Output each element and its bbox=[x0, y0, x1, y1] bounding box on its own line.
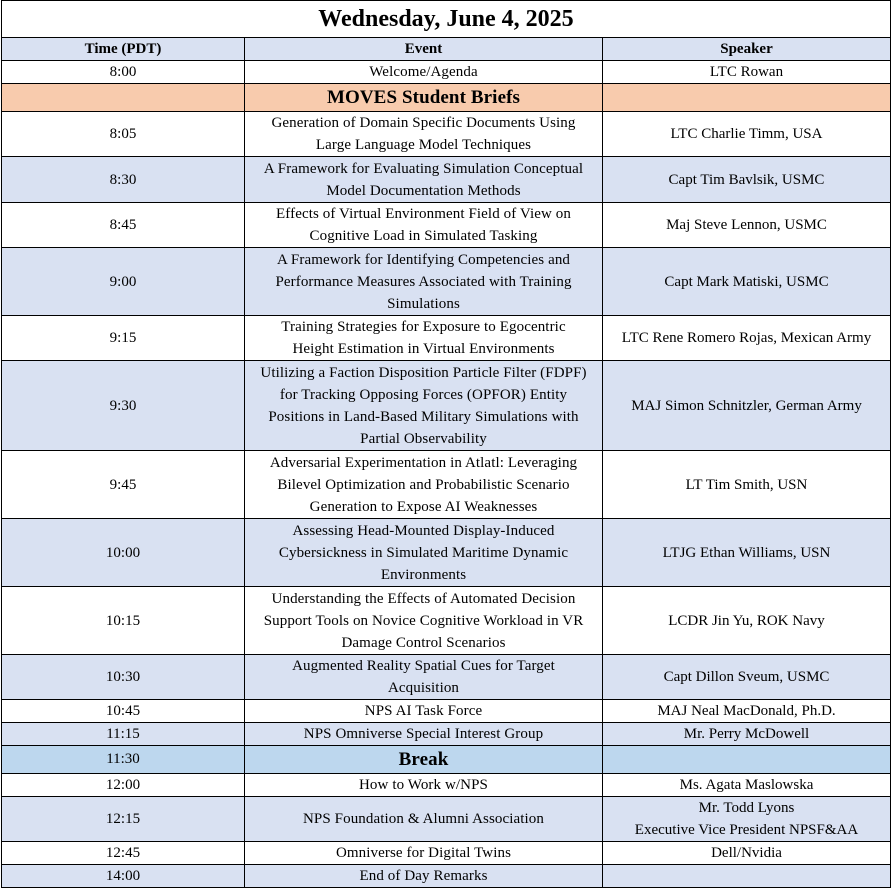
speaker-line: Capt Dillon Sveum, USMC bbox=[663, 669, 830, 685]
event-cell bbox=[245, 723, 603, 746]
speaker-line: Mr. Todd Lyons bbox=[698, 800, 795, 816]
agenda-row bbox=[2, 519, 891, 587]
column-header-time: Time (PDT) bbox=[2, 38, 245, 61]
time-cell: 11:30 bbox=[2, 746, 245, 774]
time-cell: 9:45 bbox=[2, 451, 245, 519]
time-cell bbox=[2, 84, 245, 112]
event-cell bbox=[245, 865, 603, 888]
agenda-row bbox=[2, 723, 891, 746]
time-cell: 10:15 bbox=[2, 587, 245, 655]
event-line: Generation of Domain Specific Documents Using bbox=[271, 115, 576, 131]
event-cell bbox=[245, 797, 603, 842]
event-cell bbox=[245, 842, 603, 865]
speaker-cell bbox=[603, 723, 891, 746]
speaker-line: MAJ Simon Schnitzler, German Army bbox=[631, 397, 862, 414]
time-cell: 14:00 bbox=[2, 865, 245, 888]
agenda-row bbox=[2, 797, 891, 842]
event-cell bbox=[245, 203, 603, 248]
event-line: Cognitive Load in Simulated Tasking bbox=[309, 228, 538, 244]
agenda-row bbox=[2, 112, 891, 157]
event-line: Large Language Model Techniques bbox=[315, 137, 532, 153]
agenda-sheet bbox=[1, 0, 890, 888]
event-cell bbox=[245, 112, 603, 157]
event-cell bbox=[245, 587, 603, 655]
event-line: NPS Foundation & Alumni Association bbox=[302, 811, 545, 827]
event-line: Simulations bbox=[387, 295, 460, 312]
time-cell: 12:45 bbox=[2, 842, 245, 865]
event-line: for Tracking Opposing Forces (OPFOR) Entity bbox=[279, 386, 568, 403]
event-cell bbox=[245, 61, 603, 84]
speaker-line: Capt Mark Matiski, USMC bbox=[664, 273, 829, 290]
event-line: Performance Measures Associated with Training bbox=[275, 273, 572, 290]
time-cell: 8:05 bbox=[2, 112, 245, 157]
speaker-line: Executive Vice President NPSF&AA bbox=[634, 822, 859, 838]
event-line: A Framework for Evaluating Simulation Conceptual bbox=[263, 160, 584, 177]
speaker-line: Mr. Perry McDowell bbox=[683, 726, 810, 742]
event-cell bbox=[245, 655, 603, 700]
time-cell: 10:45 bbox=[2, 700, 245, 723]
agenda-row bbox=[2, 587, 891, 655]
speaker-cell bbox=[603, 248, 891, 316]
time-cell: 8:00 bbox=[2, 61, 245, 84]
agenda-row bbox=[2, 700, 891, 723]
agenda-row bbox=[2, 203, 891, 248]
event-line: Acquisition bbox=[387, 680, 460, 696]
agenda-row bbox=[2, 842, 891, 865]
agenda-body bbox=[2, 61, 891, 888]
event-line: Assessing Head-Mounted Display-Induced bbox=[292, 522, 555, 539]
event-line: Partial Observability bbox=[360, 430, 487, 447]
agenda-row bbox=[2, 316, 891, 361]
speaker-cell bbox=[603, 451, 891, 519]
event-line: Positions in Land-Based Military Simulations with bbox=[268, 408, 579, 425]
speaker-cell bbox=[603, 112, 891, 157]
agenda-table bbox=[1, 0, 891, 888]
event-cell bbox=[245, 361, 603, 451]
event-line: Bilevel Optimization and Probabilistic Scenario bbox=[277, 476, 570, 493]
column-header-event: Event bbox=[245, 38, 603, 61]
time-cell: 10:00 bbox=[2, 519, 245, 587]
event-cell bbox=[245, 316, 603, 361]
event-line: Understanding the Effects of Automated Decision bbox=[271, 590, 576, 607]
speaker-cell bbox=[603, 865, 891, 888]
time-cell: 11:15 bbox=[2, 723, 245, 746]
time-cell: 9:30 bbox=[2, 361, 245, 451]
speaker-line: Capt Tim Bavlsik, USMC bbox=[668, 171, 825, 188]
event-line: Omniverse for Digital Twins bbox=[335, 845, 512, 861]
speaker-cell bbox=[603, 774, 891, 797]
event-line: Welcome/Agenda bbox=[369, 64, 478, 80]
speaker-cell bbox=[603, 61, 891, 84]
column-header-speaker: Speaker bbox=[603, 38, 891, 61]
event-line: Utilizing a Faction Disposition Particle Filter (FDPF) bbox=[260, 364, 587, 381]
agenda-row bbox=[2, 61, 891, 84]
time-cell: 9:15 bbox=[2, 316, 245, 361]
event-line: Training Strategies for Exposure to Egocentric bbox=[281, 319, 566, 335]
event-cell bbox=[245, 519, 603, 587]
speaker-line: Maj Steve Lennon, USMC bbox=[666, 217, 827, 233]
agenda-row bbox=[2, 248, 891, 316]
time-cell: 9:00 bbox=[2, 248, 245, 316]
event-line: Height Estimation in Virtual Environments bbox=[292, 341, 555, 357]
event-line: Adversarial Experimentation in Atlatl: Leveraging bbox=[269, 454, 578, 471]
event-line: NPS Omniverse Special Interest Group bbox=[303, 726, 544, 742]
speaker-line: LTJG Ethan Williams, USN bbox=[662, 544, 831, 561]
speaker-cell bbox=[603, 700, 891, 723]
speaker-cell bbox=[603, 746, 891, 774]
event-line: A Framework for Identifying Competencies and bbox=[276, 251, 571, 268]
speaker-cell bbox=[603, 84, 891, 112]
speaker-cell bbox=[603, 655, 891, 700]
speaker-line: Ms. Agata Maslowska bbox=[679, 777, 814, 793]
section-row bbox=[2, 746, 891, 774]
section-row bbox=[2, 84, 891, 112]
speaker-line: Dell/Nvidia bbox=[711, 845, 782, 861]
event-line: Model Documentation Methods bbox=[326, 182, 521, 199]
time-cell: 12:15 bbox=[2, 797, 245, 842]
event-cell bbox=[245, 157, 603, 203]
event-cell bbox=[245, 774, 603, 797]
event-line: Environments bbox=[380, 566, 467, 583]
event-line: Effects of Virtual Environment Field of View on bbox=[276, 206, 571, 222]
agenda-row bbox=[2, 865, 891, 888]
event-line: NPS AI Task Force bbox=[364, 703, 483, 719]
event-cell bbox=[245, 451, 603, 519]
speaker-cell bbox=[603, 157, 891, 203]
speaker-cell bbox=[603, 361, 891, 451]
speaker-cell bbox=[603, 587, 891, 655]
speaker-cell bbox=[603, 203, 891, 248]
speaker-line: LTC Charlie Timm, USA bbox=[670, 126, 823, 142]
speaker-line: LT Tim Smith, USN bbox=[685, 476, 808, 493]
time-cell: 8:30 bbox=[2, 157, 245, 203]
event-line: How to Work w/NPS bbox=[359, 777, 488, 793]
section-title: MOVES Student Briefs bbox=[245, 84, 603, 112]
time-cell: 12:00 bbox=[2, 774, 245, 797]
speaker-line: LCDR Jin Yu, ROK Navy bbox=[668, 612, 825, 629]
agenda-row bbox=[2, 451, 891, 519]
event-cell bbox=[245, 248, 603, 316]
speaker-line: LTC Rene Romero Rojas, Mexican Army bbox=[621, 330, 872, 346]
event-line: Damage Control Scenarios bbox=[341, 634, 506, 651]
speaker-cell bbox=[603, 519, 891, 587]
section-title: Break bbox=[245, 746, 603, 774]
agenda-row bbox=[2, 655, 891, 700]
agenda-row bbox=[2, 774, 891, 797]
speaker-cell bbox=[603, 797, 891, 842]
event-line: Generation to Expose AI Weaknesses bbox=[309, 498, 538, 515]
event-line: End of Day Remarks bbox=[359, 868, 488, 884]
speaker-line: LTC Rowan bbox=[709, 64, 784, 80]
event-line: Support Tools on Novice Cognitive Workload in VR bbox=[263, 612, 584, 629]
event-line: Cybersickness in Simulated Maritime Dynamic bbox=[278, 544, 569, 561]
time-cell: 8:45 bbox=[2, 203, 245, 248]
agenda-row bbox=[2, 157, 891, 203]
event-line: Augmented Reality Spatial Cues for Target bbox=[292, 658, 555, 674]
speaker-cell bbox=[603, 842, 891, 865]
time-cell: 10:30 bbox=[2, 655, 245, 700]
speaker-cell bbox=[603, 316, 891, 361]
agenda-row bbox=[2, 361, 891, 451]
speaker-line: MAJ Neal MacDonald, Ph.D. bbox=[657, 703, 836, 719]
event-cell bbox=[245, 700, 603, 723]
page-title: Wednesday, June 4, 2025 bbox=[2, 1, 891, 38]
